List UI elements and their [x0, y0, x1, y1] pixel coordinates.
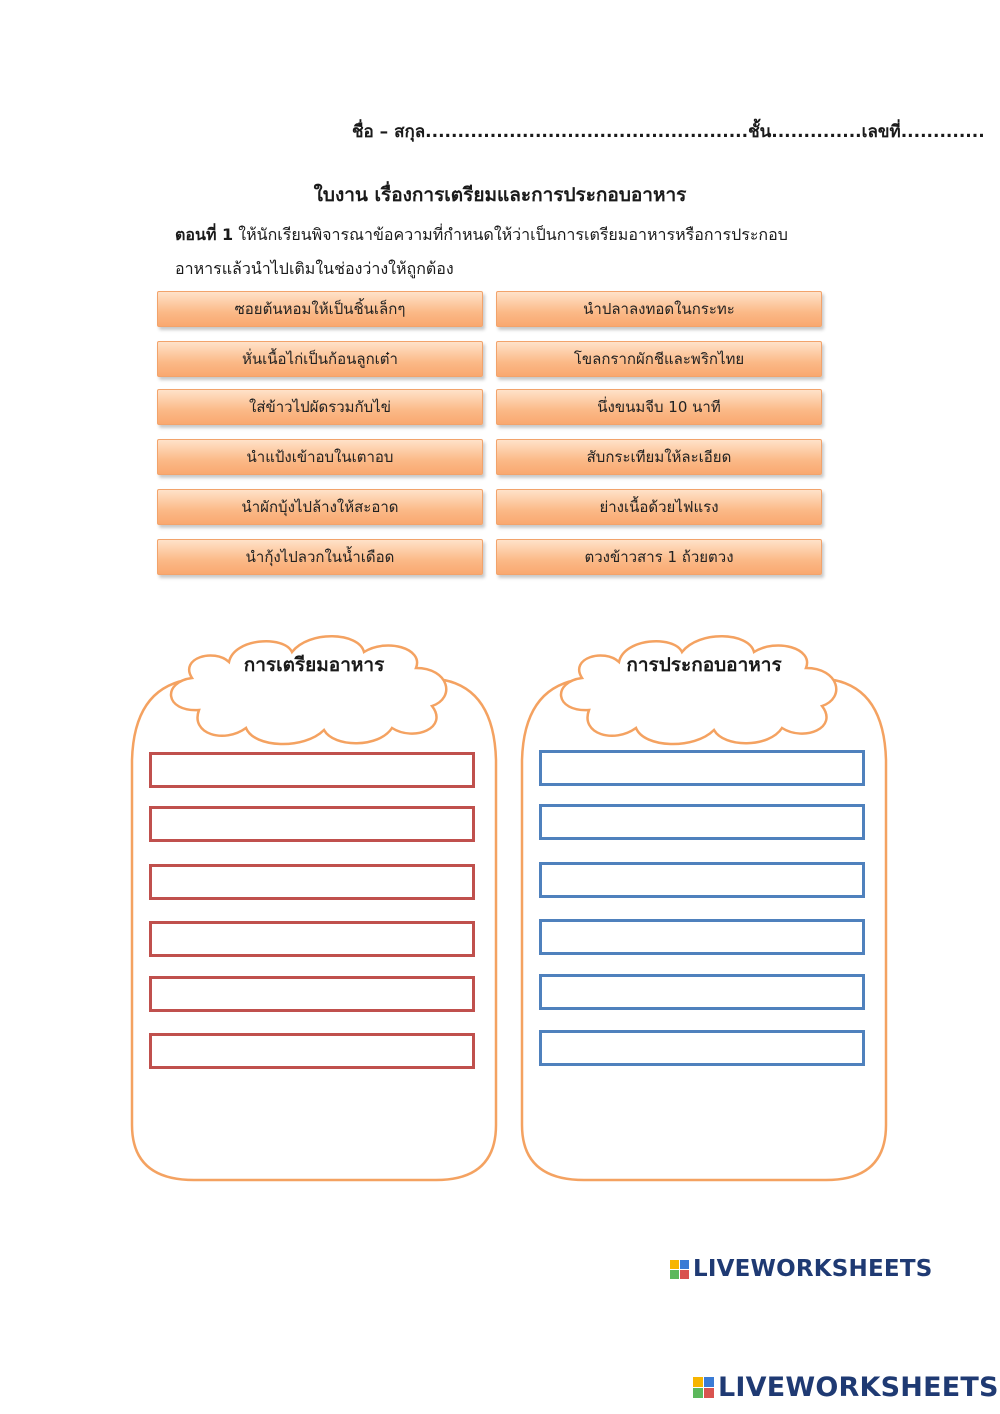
- logo-text: LIVEWORKSHEETS: [718, 1372, 999, 1403]
- answer-slot[interactable]: [149, 864, 475, 900]
- option-chip[interactable]: นำปลาลงทอดในกระทะ: [496, 291, 822, 327]
- answer-slot[interactable]: [149, 921, 475, 957]
- answer-slot[interactable]: [149, 806, 475, 842]
- option-chip[interactable]: ซอยต้นหอมให้เป็นชิ้นเล็กๆ: [157, 291, 483, 327]
- answer-slot[interactable]: [539, 862, 865, 898]
- option-chip[interactable]: นำผักบุ้งไปล้างให้สะอาด: [157, 489, 483, 525]
- jar-preparation: [124, 620, 504, 1190]
- jar-outline: [514, 620, 894, 1190]
- option-chip[interactable]: หั่นเนื้อไก่เป็นก้อนลูกเต๋า: [157, 341, 483, 377]
- answer-slot[interactable]: [539, 804, 865, 840]
- option-chip[interactable]: ใส่ข้าวไปผัดรวมกับไข่: [157, 389, 483, 425]
- student-info-line: ชื่อ – สกุล..................................................ชั้น..............เลขที่.............: [352, 122, 985, 142]
- answer-slot[interactable]: [539, 750, 865, 786]
- answer-slot[interactable]: [149, 1033, 475, 1069]
- answer-slot[interactable]: [539, 974, 865, 1010]
- option-chip[interactable]: ตวงข้าวสาร 1 ถ้วยตวง: [496, 539, 822, 575]
- option-chip[interactable]: สับกระเทียมให้ละเอียด: [496, 439, 822, 475]
- answer-slot[interactable]: [539, 1030, 865, 1066]
- option-chip[interactable]: โขลกรากผักชีและพริกไทย: [496, 341, 822, 377]
- option-chip[interactable]: ย่างเนื้อด้วยไฟแรง: [496, 489, 822, 525]
- liveworksheets-logo: [670, 1256, 932, 1282]
- jar-cooking: [514, 620, 894, 1190]
- worksheet-title: ใบงาน เรื่องการเตรียมและการประกอบอาหาร: [313, 184, 687, 206]
- option-chip[interactable]: นำแป้งเข้าอบในเตาอบ: [157, 439, 483, 475]
- option-chip[interactable]: นำกุ้งไปลวกในน้ำเดือด: [157, 539, 483, 575]
- instruction: [175, 218, 815, 286]
- answer-slot[interactable]: [539, 919, 865, 955]
- jar-outline: [124, 620, 504, 1190]
- answer-slot[interactable]: [149, 752, 475, 788]
- jar-preparation-title: การเตรียมอาหาร: [243, 654, 385, 676]
- liveworksheets-logo-icon: [693, 1377, 714, 1398]
- jar-cooking-title: การประกอบอาหาร: [626, 654, 782, 676]
- liveworksheets-logo: [693, 1372, 999, 1403]
- instruction-label: ตอนที่ 1: [175, 225, 234, 244]
- liveworksheets-logo-icon: [670, 1260, 689, 1279]
- logo-text: LIVEWORKSHEETS: [693, 1256, 933, 1282]
- option-chip[interactable]: นึ่งขนมจีบ 10 นาที: [496, 389, 822, 425]
- instruction-text: ให้นักเรียนพิจารณาข้อความที่กำหนดให้ว่าเป็นการเตรียมอาหารหรือการประกอบอาหารแล้วนำไปเติมในช่องว่างให้ถูกต้อง: [175, 225, 788, 278]
- answer-slot[interactable]: [149, 976, 475, 1012]
